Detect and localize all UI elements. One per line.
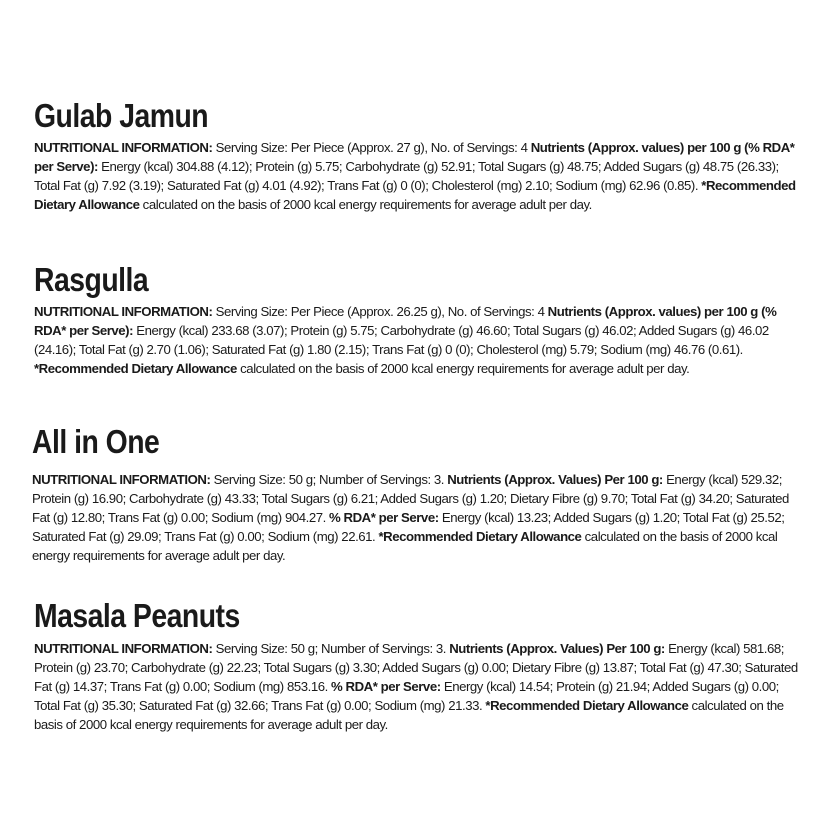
nutrition-info-text — [34, 639, 804, 734]
product-title: All in One — [32, 423, 160, 460]
product-section-all-in-one — [32, 422, 804, 565]
nutrition-info-label: NUTRITIONAL INFORMATION: — [34, 140, 213, 155]
nutrition-info-label: NUTRITIONAL INFORMATION: — [34, 304, 213, 319]
product-title: Rasgulla — [34, 261, 149, 298]
nutrients-label: Nutrients (Approx. Values) Per 100 g: — [447, 472, 663, 487]
nutrients-values: Energy (kcal) 233.68 (3.07); Protein (g) 5.75; Carbohydrate (g) 46.60; Total Sugars (g) 46.02; Added Sugars (g) 46.02 (24.16); Total Fat (g) 2.70 (1.06); Saturated Fat (g) 1.80 (2.15); Trans Fat (g) 0 (0); Cholesterol (mg) 5.79; Sodium (mg) 46.76 (0.61). — [34, 323, 769, 357]
product-title: Gulab Jamun — [34, 97, 209, 134]
rda-label: *Recommended Dietary Allowance — [378, 529, 582, 544]
nutrients-label: Nutrients (Approx. values) per 100 g (% RDA* per Serve): — [34, 304, 777, 338]
nutrition-info-label: NUTRITIONAL INFORMATION: — [34, 641, 213, 656]
rda-text: calculated on the basis of 2000 kcal energy requirements for average adult per day. — [236, 361, 690, 376]
nutrients-label: Nutrients (Approx. Values) Per 100 g: — [449, 641, 665, 656]
product-section-masala-peanuts — [34, 596, 804, 734]
rda-label: *Recommended Dietary Allowance — [485, 698, 689, 713]
product-section-rasgulla — [34, 260, 804, 378]
rda-per-serve-label: % RDA* per Serve: — [329, 510, 439, 525]
nutrition-info-text — [34, 138, 804, 214]
nutrients-values: Energy (kcal) 581.68; Protein (g) 23.70; Carbohydrate (g) 22.23; Total Sugars (g) 3.30; Added Sugars (g) 0.00; Dietary Fibre (g) 13.87; Total Fat (g) 47.30; Saturated Fat (g) 14.37; Trans Fat (g) 0.00; Sodium (mg) 853.16. — [34, 641, 798, 694]
nutrition-info-text — [32, 470, 804, 565]
rda-per-serve-label: % RDA* per Serve: — [331, 679, 441, 694]
product-title: Masala Peanuts — [34, 597, 240, 634]
nutrients-label: Nutrients (Approx. values) per 100 g (% RDA* per Serve): — [34, 140, 795, 174]
nutrition-info-label: NUTRITIONAL INFORMATION: — [32, 472, 211, 487]
serving-info: Serving Size: 50 g; Number of Servings: 3. — [210, 472, 448, 487]
rda-text: calculated on the basis of 2000 kcal energy requirements for average adult per day. — [32, 529, 778, 563]
rda-per-serve-values: Energy (kcal) 13.23; Added Sugars (g) 1.20; Total Fat (g) 25.52; Saturated Fat (g) 29.09; Trans Fat (g) 0.00; Sodium (mg) 22.61. — [32, 510, 785, 544]
serving-info: Serving Size: Per Piece (Approx. 27 g), No. of Servings: 4 — [212, 140, 531, 155]
rda-text: calculated on the basis of 2000 kcal energy requirements for average adult per day. — [34, 698, 784, 732]
serving-info: Serving Size: 50 g; Number of Servings: 3. — [212, 641, 450, 656]
rda-text: calculated on the basis of 2000 kcal energy requirements for average adult per day. — [139, 197, 592, 212]
rda-label: *Recommended Dietary Allowance — [34, 178, 796, 212]
product-section-gulab-jamun — [34, 96, 804, 214]
nutrition-info-text — [34, 302, 804, 378]
nutrients-values: Energy (kcal) 529.32; Protein (g) 16.90; Carbohydrate (g) 43.33; Total Sugars (g) 6.21; Added Sugars (g) 1.20; Dietary Fibre (g) 9.70; Total Fat (g) 34.20; Saturated Fat (g) 12.80; Trans Fat (g) 0.00; Sodium (mg) 904.27. — [32, 472, 789, 525]
serving-info: Serving Size: Per Piece (Approx. 26.25 g), No. of Servings: 4 — [212, 304, 548, 319]
nutrients-values: Energy (kcal) 304.88 (4.12); Protein (g) 5.75; Carbohydrate (g) 52.91; Total Sugars (g) 48.75; Added Sugars (g) 48.75 (26.33); Total Fat (g) 7.92 (3.19); Saturated Fat (g) 4.01 (4.92); Trans Fat (g) 0 (0); Cholesterol (mg) 2.10; Sodium (mg) 62.96 (0.85). — [34, 159, 779, 193]
rda-per-serve-values: Energy (kcal) 14.54; Protein (g) 21.94; Added Sugars (g) 0.00; Total Fat (g) 35.30; Saturated Fat (g) 32.66; Trans Fat (g) 0.00; Sodium (mg) 21.33. — [34, 679, 779, 713]
rda-label: *Recommended Dietary Allowance — [34, 361, 237, 376]
